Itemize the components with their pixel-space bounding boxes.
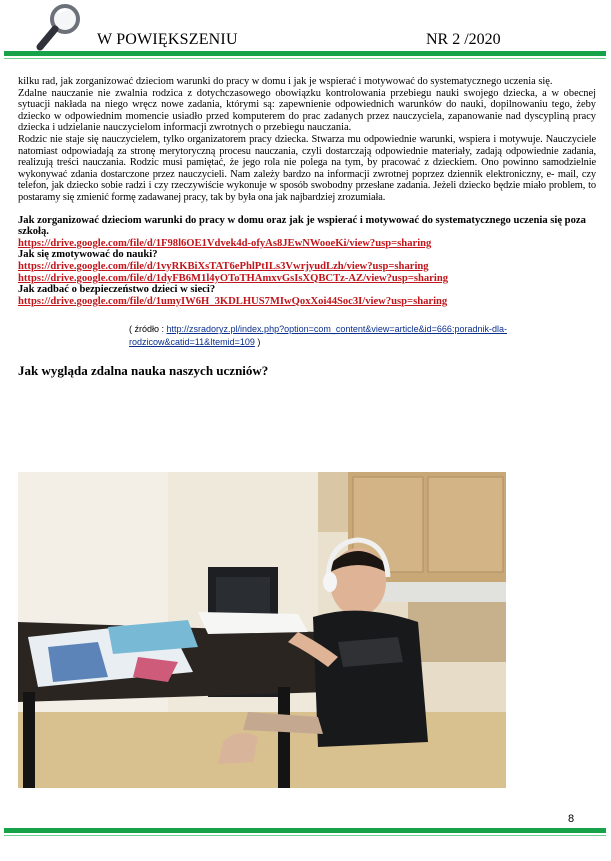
header-rule	[4, 51, 606, 56]
section-heading: Jak wygląda zdalna nauka naszych uczniów?	[18, 363, 269, 379]
question-motivate: Jak się zmotywować do nauki?	[18, 249, 158, 261]
link-motivate-1[interactable]: https://drive.google.com/file/d/1vyRKBiXsTAT6ePhlPtILs3VwrjyudLzh/view?usp=sharing	[18, 260, 429, 272]
source-citation	[18, 323, 596, 349]
page-number: 8	[568, 813, 575, 825]
question-organize: Jak zorganizować dzieciom warunki do pracy w domu oraz jak je wspierać i motywować do systematycznego uczenia się poza szkołą.	[18, 214, 586, 238]
source-link[interactable]: http://zsradoryz.pl/index.php?option=com_content&view=article&id=666:poradnik-dla-rodzicow&catid=11&Itemid=109	[129, 324, 507, 348]
question-safety: Jak zadbać o bezpieczeństwo dzieci w sieci?	[18, 284, 216, 296]
footer-rule	[4, 828, 606, 833]
page-header	[0, 0, 611, 56]
source-prefix: ( źródło :	[129, 324, 167, 335]
link-organize[interactable]: https://drive.google.com/file/d/1F98l6OE1Vdvek4d-ofyAs8JEwNWooeKi/view?usp=sharing	[18, 237, 432, 249]
footer-rule-thin	[4, 835, 606, 836]
magazine-title: W POWIĘKSZENIU	[97, 31, 238, 48]
issue-number: NR 2 /2020	[426, 31, 501, 48]
header-rule-thin	[4, 58, 606, 59]
link-motivate-2[interactable]: https://drive.google.com/file/d/1dyFB6M1l4yOToTHAmxvGsIsXQBCTz-AZ/view?usp=sharing	[18, 272, 449, 284]
source-suffix: )	[254, 337, 261, 348]
paragraph-intro: kilku rad, jak zorganizować dzieciom warunki do pracy w domu i jak je wspierać i motywować do systematycznego uczenia się.	[18, 76, 553, 87]
paragraph-remote-learning: Zdalne nauczanie nie zwalnia rodzica z dotychczasowego obowiązku kontrolowania przebiegu nauki swojego dziecka, a w obecnej sytuacji nakłada na niego wręcz nowe zadania, którymi są: zapewnienie odpowiednich warunków do nauki, dopilnowaniu tego, żeby dziecko w odpowiednim momencie usiadło przed komputerem do prac zadanych przez nauczyciela, zapanowanie nad dyscypliną pracy dziecka i udzielanie nauczycielom informacji zwrotnych o przebiegu nauczania.	[18, 87, 596, 134]
link-safety[interactable]: https://drive.google.com/file/d/1umyIW6H_3KDLHUS7MIwQoxXoi44Soc3I/view?usp=sharing	[18, 295, 448, 307]
student-photo	[18, 472, 506, 788]
resource-links	[18, 215, 596, 308]
paragraph-parent-role: Rodzic nie staje się nauczycielem, tylko organizatorem pracy dziecka. Stwarza mu odpowiednie warunki, wspiera i motywuje. Nauczyciele natomiast odpowiadają za stronę merytoryczną procesu nauczania, czyli dostarczają odpowiednie materiały, zadają odpowiednie zadania, realizują treści nauczania. Rodzic musi pamiętać, że jego rola nie polega na tym, by pracować z dzieckiem. Ono powinno samodzielnie wykonywać zdania dostarczone przez nauczycieli. Nam zależy bardzo na informacji zwrotnej poprzez dziennik elektroniczny, e- mail, czy telefon, jak dziecko sobie radzi i czy rzeczywiście wykonuje w sposób swobodny przesłane zadania. Jeżeli dziecko będzie miało problem, to postaramy się zmienić formę zadawanej pracy, tak by była ona jak najbardziej zrozumiała.	[18, 133, 596, 203]
magnifier-icon	[34, 2, 86, 52]
article-body	[18, 76, 596, 379]
